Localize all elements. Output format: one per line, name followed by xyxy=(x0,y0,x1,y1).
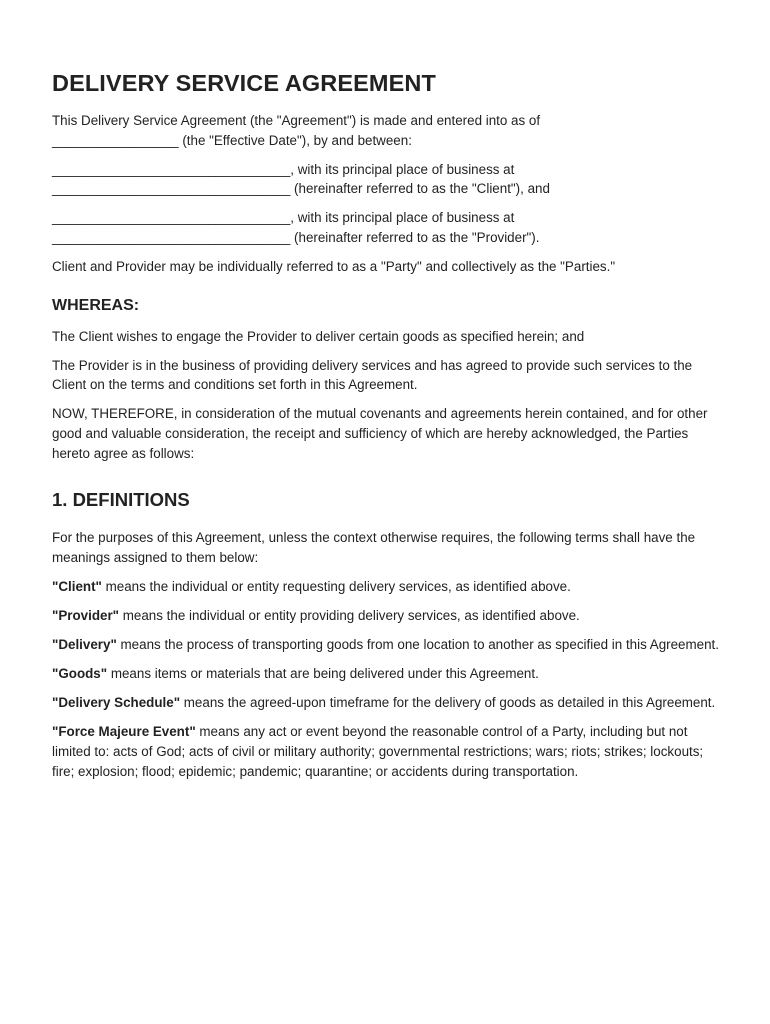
definition-text: means the agreed-upon timeframe for the delivery of goods as detailed in this Agreement. xyxy=(180,695,716,711)
definition-text: means items or materials that are being delivered under this Agreement. xyxy=(107,666,539,682)
definition-text: means the individual or entity providing delivery services, as identified above. xyxy=(119,608,580,623)
definition-text: means the process of transporting goods from one location to another as specified in this Agreement. xyxy=(116,637,719,653)
definition-text: means the individual or entity requesting delivery services, as identified above. xyxy=(101,578,571,594)
definition-term: "Client" xyxy=(52,578,102,594)
client-block xyxy=(52,160,722,199)
definition-term: "Goods" xyxy=(52,666,108,682)
provider-line-2: ________________________________ (hereinafter referred to as the "Provider"). xyxy=(52,229,540,245)
definition-term: "Force Majeure Event" xyxy=(52,724,196,740)
definition-term: "Delivery Schedule" xyxy=(52,695,181,711)
provider-block xyxy=(52,208,722,247)
parties-sentence: Client and Provider may be individually referred to as a "Party" and collectively as the "Parties." xyxy=(52,259,616,275)
definitions-intro: For the purposes of this Agreement, unless the context otherwise requires, the following terms shall have the meanings assigned to them below: xyxy=(52,530,696,565)
definition-item xyxy=(52,577,722,597)
intro-paragraph xyxy=(52,111,722,150)
intro-line-1: This Delivery Service Agreement (the "Agreement") is made and entered into as of xyxy=(52,113,541,128)
document-title: DELIVERY SERVICE AGREEMENT xyxy=(52,70,436,96)
client-line-2: ________________________________ (hereinafter referred to as the "Client"), and xyxy=(52,181,550,197)
definition-item xyxy=(52,606,722,626)
whereas-paragraph: NOW, THEREFORE, in consideration of the mutual covenants and agreements herein contained, and for other good and valuable consideration, the receipt and sufficiency of which are hereby acknowledged, the Parties hereto agree as follows: xyxy=(52,406,708,461)
definition-item xyxy=(52,664,722,684)
whereas-heading: WHEREAS: xyxy=(52,296,140,314)
definition-text: means any act or event beyond the reasonable control of a Party, including but not limited to: acts of God; acts of civil or military authority; governmental restrictions; wars; riots; strikes; lockouts; fire; explosion; flood; epidemic; pandemic; quarantine; or accidents during transportation. xyxy=(52,724,704,779)
whereas-paragraph: The Provider is in the business of providing delivery services and has agreed to provide such services to the Client on the terms and conditions set forth in this Agreement. xyxy=(52,357,693,393)
definition-item xyxy=(52,635,722,655)
client-line-1: ________________________________, with its principal place of business at xyxy=(52,161,515,177)
definitions-heading: 1. DEFINITIONS xyxy=(52,489,190,511)
intro-line-2: _________________ (the "Effective Date"), by and between: xyxy=(52,132,412,148)
provider-line-1: ________________________________, with its principal place of business at xyxy=(52,210,515,226)
definition-item xyxy=(52,722,722,781)
definition-item xyxy=(52,693,722,713)
definition-term: "Provider" xyxy=(52,608,120,623)
document-body xyxy=(52,70,722,791)
whereas-paragraph: The Client wishes to engage the Provider to deliver certain goods as specified herein; and xyxy=(52,328,585,344)
definition-term: "Delivery" xyxy=(52,637,117,653)
